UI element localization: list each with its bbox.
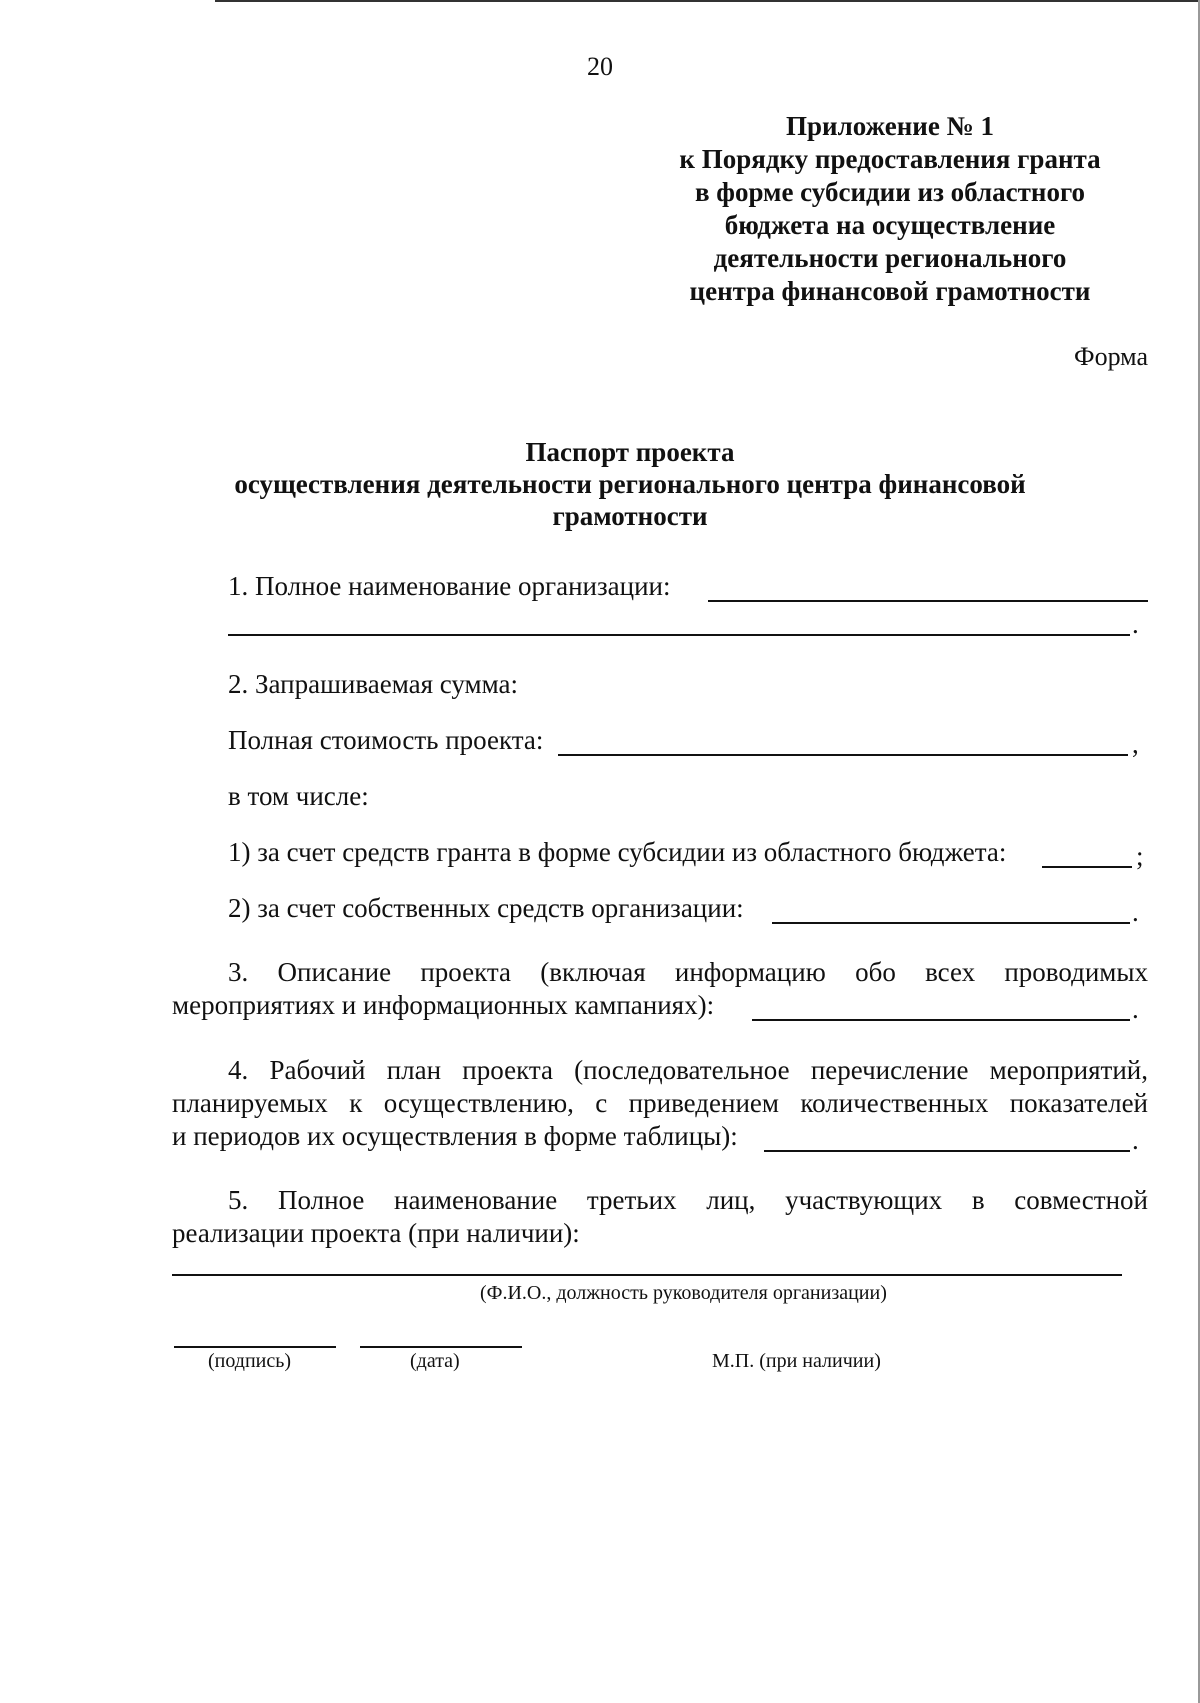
item-4-line-2: планируемых к осуществлению, с приведением количественных показателей — [172, 1088, 1148, 1118]
full-cost-end-mark: , — [1132, 729, 1139, 759]
item-1-end-mark: . — [1132, 609, 1139, 639]
description-field-line[interactable] — [752, 1019, 1130, 1021]
appendix-line: Приложение № 1 — [786, 111, 994, 141]
full-cost-field-line[interactable] — [558, 754, 1128, 756]
appendix-line: деятельности регионального — [713, 243, 1067, 273]
item-4-end-mark: . — [1132, 1125, 1139, 1155]
appendix-line: к Порядку предоставления гранта — [679, 144, 1101, 174]
scan-top-edge — [215, 0, 1200, 2]
item-5-line-1: 5. Полное наименование третьих лиц, участвующих в совместной — [228, 1185, 1148, 1215]
item-5-block — [172, 1184, 1148, 1217]
appendix-line: бюджета на осуществление — [724, 210, 1056, 240]
signature-field-line[interactable] — [174, 1346, 336, 1348]
appendix-line: в форме субсидии из областного — [694, 177, 1086, 207]
item-4-line-1: 4. Рабочий план проекта (последовательное перечисление мероприятий, — [228, 1055, 1148, 1085]
sub-2-end-mark: . — [1132, 897, 1139, 927]
sub-1-label: 1) за счет средств гранта в форме субсидии из областного бюджета: — [228, 837, 1007, 867]
grant-amount-field-line[interactable] — [1042, 866, 1132, 868]
org-name-field-line-1[interactable] — [708, 600, 1148, 602]
sub-2-label: 2) за счет собственных средств организации: — [228, 893, 744, 923]
item-2-label: 2. Запрашиваемая сумма: — [228, 669, 518, 699]
date-caption: (дата) — [410, 1350, 460, 1372]
title-line: осуществления деятельности регионального центра финансовой — [234, 469, 1026, 499]
appendix-line: центра финансовой грамотности — [689, 276, 1091, 306]
item-3-line-2: мероприятиях и информационных кампаниях): — [172, 990, 715, 1020]
org-name-field-line-2[interactable] — [228, 634, 1130, 636]
item-4-block — [172, 1054, 1148, 1120]
item-3-block — [172, 956, 1148, 989]
page-number: 20 — [587, 52, 613, 81]
work-plan-field-line[interactable] — [764, 1150, 1130, 1152]
item-1-label: 1. Полное наименование организации: — [228, 571, 671, 601]
title-line: Паспорт проекта — [525, 437, 735, 467]
head-name-field-line[interactable] — [172, 1274, 1122, 1276]
head-name-caption: (Ф.И.О., должность руководителя организации) — [480, 1282, 887, 1304]
own-funds-field-line[interactable] — [772, 922, 1130, 924]
document-title — [170, 436, 1090, 532]
signature-caption: (подпись) — [208, 1350, 292, 1372]
including-label: в том числе: — [228, 781, 369, 811]
item-5-line-2: реализации проекта (при наличии): — [172, 1218, 580, 1248]
appendix-header — [660, 110, 1120, 308]
stamp-caption: М.П. (при наличии) — [712, 1350, 881, 1372]
full-cost-label: Полная стоимость проекта: — [228, 725, 544, 755]
item-3-line-1: 3. Описание проекта (включая информацию обо всех проводимых — [228, 957, 1148, 987]
form-label: Форма — [1074, 342, 1148, 371]
title-line: грамотности — [552, 501, 708, 531]
item-3-end-mark: . — [1132, 994, 1139, 1024]
sub-1-end-mark: ; — [1136, 841, 1144, 871]
item-4-line-3: и периодов их осуществления в форме таблицы): — [172, 1121, 738, 1151]
date-field-line[interactable] — [360, 1346, 522, 1348]
